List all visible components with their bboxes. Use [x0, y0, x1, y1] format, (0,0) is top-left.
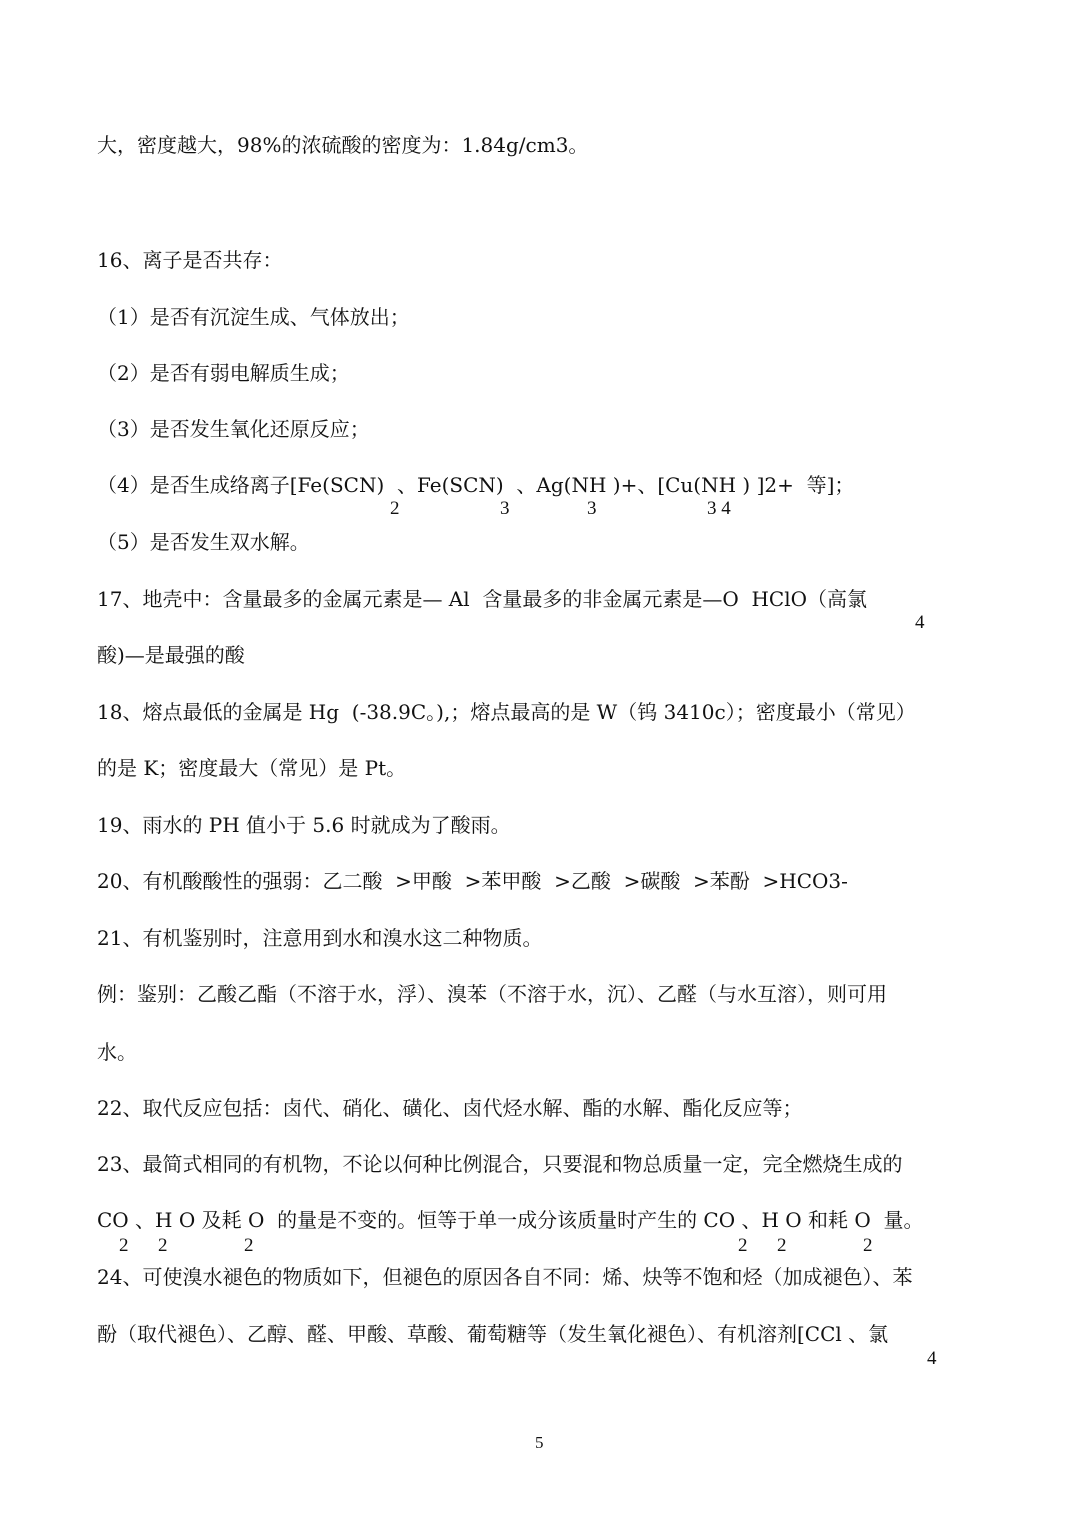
item-17-line-1: 17、地壳中：含量最多的金属元素是— Al 含量最多的非金属元素是—O HClO（高氯	[97, 587, 868, 611]
item-16-sub-3: （3）是否发生氧化还原反应；	[97, 417, 370, 441]
subscript: 2	[777, 1235, 787, 1256]
subscript: 2	[119, 1235, 129, 1256]
subscript: 4	[927, 1348, 937, 1369]
item-23-line-1: 23、最简式相同的有机物，不论以何种比例混合，只要混和物总质量一定，完全燃烧生成的	[97, 1152, 903, 1176]
item-17-line-2: 酸)—是最强的酸	[97, 643, 245, 667]
text-line-1: 大，密度越大，98%的浓硫酸的密度为：1.84g/cm3。	[97, 133, 589, 157]
item-19: 19、雨水的 PH 值小于 5.6 时就成为了酸雨。	[97, 813, 511, 837]
subscript: 2	[158, 1235, 168, 1256]
subscript: 2	[863, 1235, 873, 1256]
item-21: 21、有机鉴别时，注意用到水和溴水这二种物质。	[97, 926, 543, 950]
subscript: 2	[390, 498, 400, 519]
item-22: 22、取代反应包括：卤代、硝化、磺化、卤代烃水解、酯的水解、酯化反应等；	[97, 1096, 803, 1120]
page-number: 5	[535, 1433, 544, 1452]
subscript: 4	[915, 612, 925, 633]
item-16-sub-5: （5）是否发生双水解。	[97, 530, 310, 554]
item-24-line-2: 酚（取代褪色）、乙醇、醛、甲酸、草酸、葡萄糖等（发生氧化褪色）、有机溶剂[CCl 、氯	[97, 1322, 889, 1346]
item-16-heading: 16、离子是否共存：	[97, 248, 283, 272]
subscript: 2	[244, 1235, 254, 1256]
item-16-sub-4: （4）是否生成络离子[Fe(SCN) 、Fe(SCN) 、Ag(NH )+、[Cu(NH ) ]2+ 等]；	[97, 473, 855, 497]
item-18-line-1: 18、熔点最低的金属是 Hg (-38.9C。),；熔点最高的是 W（钨 3410c）；密度最小（常见）	[97, 700, 916, 724]
item-21-example-line-2: 水。	[97, 1040, 137, 1064]
subscript: 3 4	[707, 498, 731, 519]
item-20: 20、有机酸酸性的强弱：乙二酸 >甲酸 >苯甲酸 >乙酸 >碳酸 >苯酚 >HCO3-	[97, 869, 848, 893]
subscript: 3	[500, 498, 510, 519]
item-16-sub-1: （1）是否有沉淀生成、气体放出；	[97, 305, 410, 329]
item-21-example-line-1: 例：鉴别：乙酸乙酯（不溶于水，浮）、溴苯（不溶于水，沉）、乙醛（与水互溶），则可用	[97, 982, 887, 1006]
item-18-line-2: 的是 K；密度最大（常见）是 Pt。	[97, 756, 407, 780]
item-16-sub-2: （2）是否有弱电解质生成；	[97, 361, 350, 385]
item-23-line-2: CO 、H O 及耗 O 的量是不变的。恒等于单一成分该质量时产生的 CO 、H O 和耗 O 量。	[97, 1208, 924, 1232]
item-24-line-1: 24、可使溴水褪色的物质如下，但褪色的原因各自不同：烯、炔等不饱和烃（加成褪色）、苯	[97, 1265, 913, 1289]
subscript: 3	[587, 498, 597, 519]
subscript: 2	[738, 1235, 748, 1256]
